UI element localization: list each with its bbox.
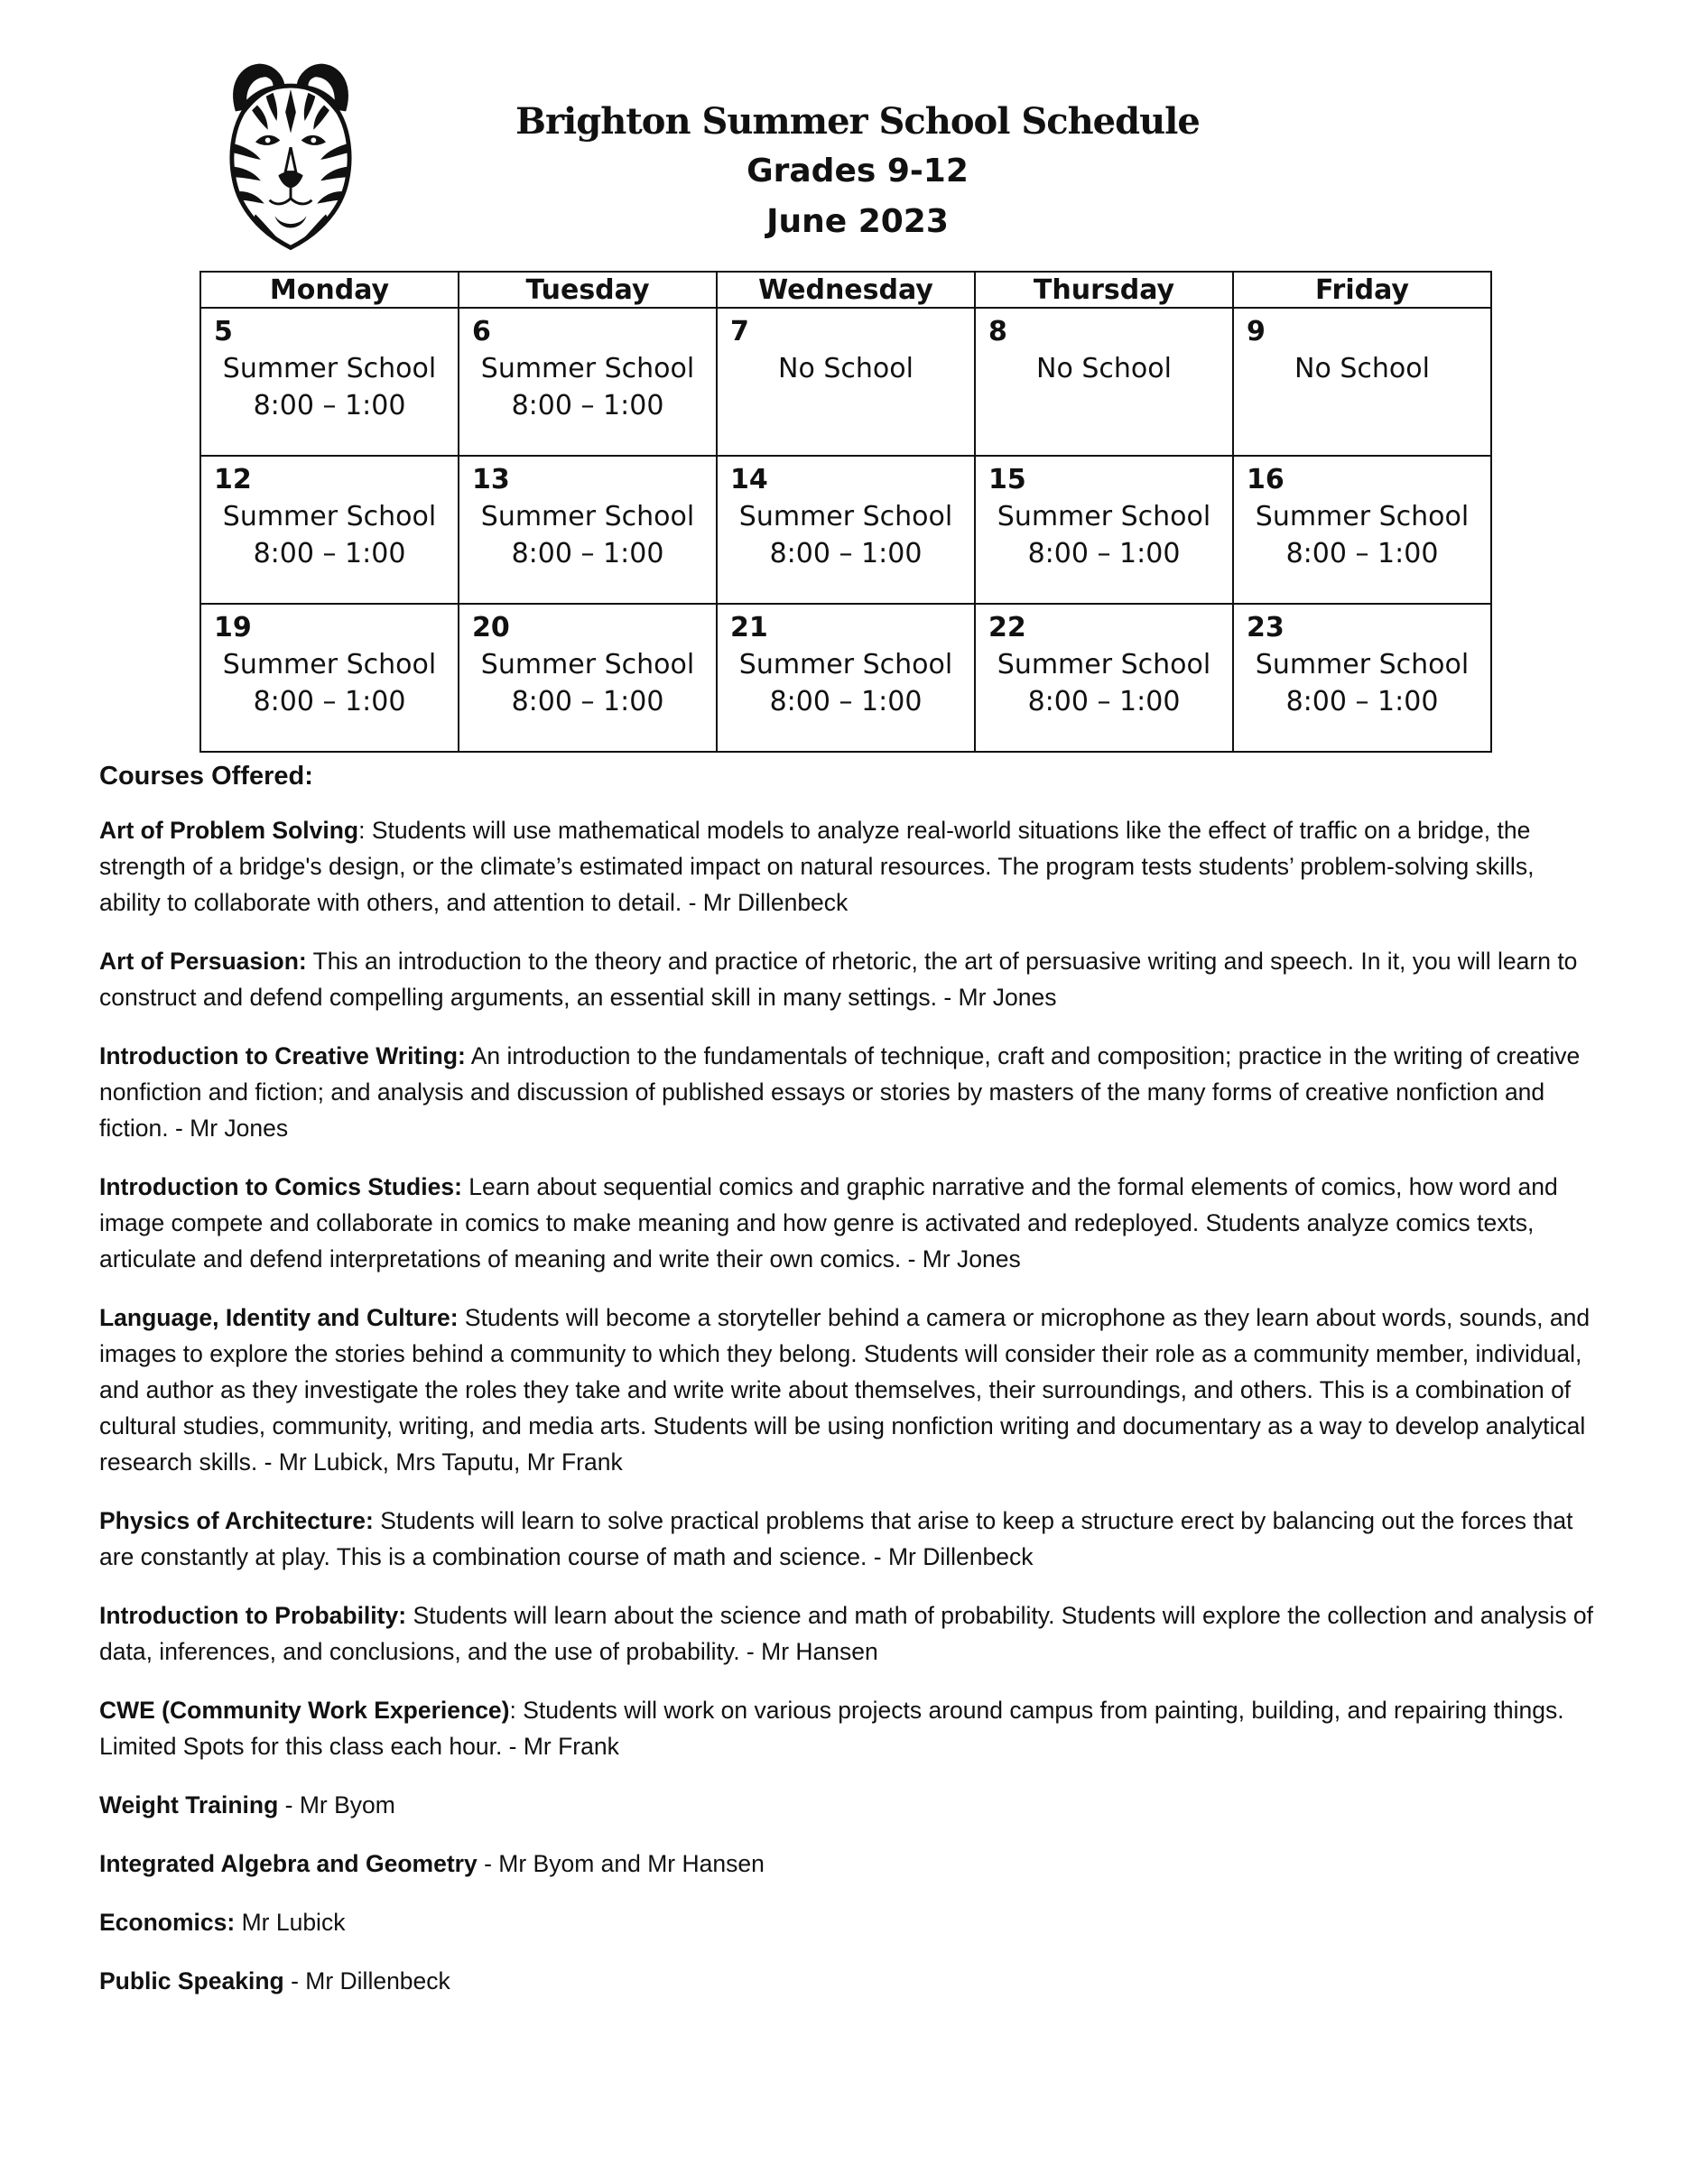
- calendar-day-cell: [717, 456, 975, 604]
- day-status: Summer School: [997, 649, 1211, 680]
- course-description: This an introduction to the theory and practice of rhetoric, the art of persuasive writing and speech. In it, you will learn to construct and defend compelling arguments, an essential skill in many settings. - Mr Jones: [99, 948, 1578, 1011]
- course-separator: [459, 1304, 465, 1331]
- day-status: Summer School: [997, 501, 1211, 532]
- course-description: Students will learn about the science and math of probability. Students will explore the collection and analysis of data, inferences, and conclusions, and the use of probability. - Mr Hansen: [99, 1602, 1594, 1665]
- course-description: Mr Lubick: [241, 1909, 346, 1936]
- calendar-day-cell: [459, 456, 717, 604]
- courses-heading: Courses Offered:: [99, 762, 313, 791]
- day-status: Summer School: [480, 353, 695, 384]
- day-number: 6: [472, 316, 491, 347]
- calendar-day-cell: [459, 308, 717, 456]
- day-header-tuesday: Tuesday: [459, 272, 717, 308]
- course-description: An introduction to the fundamentals of technique, craft and composition; practice in the writing of creative nonfiction and fiction; and analysis and discussion of published essays or stories by masters of the many forms of creative nonfiction and fiction. - Mr Jones: [99, 1042, 1581, 1142]
- day-header-friday: Friday: [1233, 272, 1491, 308]
- calendar-day-cell: [975, 456, 1233, 604]
- course-item: [99, 1904, 1598, 1940]
- tiger-head-icon: [220, 58, 361, 254]
- day-status: No School: [1294, 353, 1430, 384]
- day-hours: 8:00 – 1:00: [769, 686, 923, 717]
- course-item: [99, 1503, 1598, 1575]
- calendar-day-cell: [717, 604, 975, 752]
- course-separator: [478, 1850, 484, 1877]
- day-status: Summer School: [480, 649, 695, 680]
- course-item: [99, 1169, 1598, 1277]
- calendar-day-cell: [459, 604, 717, 752]
- calendar-day-cell: [200, 308, 459, 456]
- day-hours: 8:00 – 1:00: [511, 686, 664, 717]
- course-name: Public Speaking: [99, 1967, 284, 1994]
- calendar-week-row: [200, 604, 1491, 752]
- day-hours: 8:00 – 1:00: [1285, 686, 1439, 717]
- day-number: 21: [730, 612, 768, 643]
- month-subtitle: June 2023: [766, 203, 949, 240]
- course-name: Physics of Architecture:: [99, 1507, 374, 1534]
- day-status: Summer School: [222, 649, 437, 680]
- day-number: 13: [472, 464, 510, 495]
- day-number: 14: [730, 464, 768, 495]
- day-number: 15: [988, 464, 1026, 495]
- day-number: 20: [472, 612, 510, 643]
- course-description: - Mr Byom: [284, 1791, 395, 1818]
- day-hours: 8:00 – 1:00: [253, 686, 406, 717]
- day-hours: 8:00 – 1:00: [1027, 686, 1181, 717]
- course-description: Students will use mathematical models to analyze real-world situations like the effect of traffic on a bridge, the strength of a bridge's design, or the climate’s estimated impact on natural resources. The program tests students’ problem-solving skills, ability to collaborate with others, and attention to detail. - Mr Dillenbeck: [99, 817, 1535, 916]
- course-separator: :: [509, 1697, 524, 1724]
- course-item: [99, 1597, 1598, 1670]
- day-hours: 8:00 – 1:00: [1285, 538, 1439, 569]
- day-number: 12: [214, 464, 252, 495]
- calendar-week-row: [200, 308, 1491, 456]
- course-name: CWE (Community Work Experience): [99, 1697, 510, 1724]
- day-hours: 8:00 – 1:00: [769, 538, 923, 569]
- calendar-day-cell: [975, 604, 1233, 752]
- day-status: Summer School: [222, 501, 437, 532]
- page-title: Brighton Summer School Schedule: [515, 100, 1200, 143]
- calendar-day-cell: [1233, 308, 1491, 456]
- day-header-wednesday: Wednesday: [717, 272, 975, 308]
- course-description: Learn about sequential comics and graphic narrative and the formal elements of comics, how word and image compete and collaborate in comics to make meaning and how genre is activated and redeployed. Students analyze comics texts, articulate and defend interpretations of meaning and write their own comics. - Mr Jones: [99, 1173, 1558, 1272]
- day-number: 5: [214, 316, 233, 347]
- calendar-week-row: [200, 456, 1491, 604]
- course-item: [99, 943, 1598, 1015]
- course-name: Art of Persuasion:: [99, 948, 307, 975]
- day-number: 16: [1247, 464, 1285, 495]
- day-number: 9: [1247, 316, 1266, 347]
- course-name: Introduction to Probability:: [99, 1602, 407, 1629]
- course-item: [99, 1038, 1598, 1146]
- day-status: Summer School: [738, 501, 953, 532]
- day-number: 19: [214, 612, 252, 643]
- courses-section: [99, 758, 1598, 2022]
- calendar-day-cell: [200, 456, 459, 604]
- course-description: Students will become a storyteller behind a camera or microphone as they learn about words, sounds, and images to explore the stories behind a community to which they belong. Students will consider their role as a community member, individual, and author as they investigate the roles they take and write write about themselves, their surroundings, and others. This is a combination of cultural studies, community, writing, and media arts. Students will be using nonfiction writing and documentary as a way to develop analytical research skills. - Mr Lubick, Mrs Taputu, Mr Frank: [99, 1304, 1591, 1476]
- day-hours: 8:00 – 1:00: [253, 538, 406, 569]
- course-separator: [307, 948, 313, 975]
- calendar-day-cell: [200, 604, 459, 752]
- calendar-day-cell: [1233, 604, 1491, 752]
- calendar-header-row: [200, 272, 1491, 308]
- course-item: [99, 812, 1598, 921]
- course-description: - Mr Dillenbeck: [291, 1967, 450, 1994]
- course-separator: [278, 1791, 284, 1818]
- day-hours: 8:00 – 1:00: [1027, 538, 1181, 569]
- day-status: Summer School: [738, 649, 953, 680]
- day-status: Summer School: [480, 501, 695, 532]
- day-hours: 8:00 – 1:00: [511, 538, 664, 569]
- course-name: Introduction to Creative Writing:: [99, 1042, 466, 1069]
- day-hours: 8:00 – 1:00: [253, 390, 406, 421]
- course-description: Students will work on various projects around campus from painting, building, and repairing things. Limited Spots for this class each hour. - Mr Frank: [99, 1697, 1564, 1760]
- day-number: 22: [988, 612, 1026, 643]
- course-name: Integrated Algebra and Geometry: [99, 1850, 478, 1877]
- day-number: 23: [1247, 612, 1285, 643]
- day-status: Summer School: [1255, 501, 1470, 532]
- course-description: Students will learn to solve practical problems that arise to keep a structure erect by balancing out the forces that are constantly at play. This is a combination course of math and science. - Mr Dillenbeck: [99, 1507, 1573, 1570]
- course-separator: [284, 1967, 291, 1994]
- schedule-calendar: [199, 271, 1492, 753]
- calendar-day-cell: [975, 308, 1233, 456]
- course-item: [99, 1300, 1598, 1480]
- day-number: 7: [730, 316, 749, 347]
- day-status: Summer School: [222, 353, 437, 384]
- course-name: Introduction to Comics Studies:: [99, 1173, 462, 1200]
- day-status: Summer School: [1255, 649, 1470, 680]
- grades-subtitle: Grades 9-12: [747, 153, 969, 190]
- day-hours: 8:00 – 1:00: [511, 390, 664, 421]
- calendar-day-cell: [717, 308, 975, 456]
- day-header-monday: Monday: [200, 272, 459, 308]
- calendar-day-cell: [1233, 456, 1491, 604]
- course-item: [99, 1692, 1598, 1764]
- course-name: Weight Training: [99, 1791, 279, 1818]
- course-name: Language, Identity and Culture:: [99, 1304, 459, 1331]
- day-status: No School: [778, 353, 914, 384]
- day-header-thursday: Thursday: [975, 272, 1233, 308]
- day-status: No School: [1036, 353, 1172, 384]
- course-name: Art of Problem Solving: [99, 817, 359, 844]
- page-header: [406, 97, 1309, 247]
- course-item: [99, 1846, 1598, 1882]
- course-separator: :: [358, 817, 372, 844]
- course-item: [99, 1963, 1598, 1999]
- course-description: - Mr Byom and Mr Hansen: [484, 1850, 765, 1877]
- day-number: 8: [988, 316, 1007, 347]
- course-separator: [235, 1909, 241, 1936]
- course-item: [99, 1787, 1598, 1823]
- course-name: Economics:: [99, 1909, 236, 1936]
